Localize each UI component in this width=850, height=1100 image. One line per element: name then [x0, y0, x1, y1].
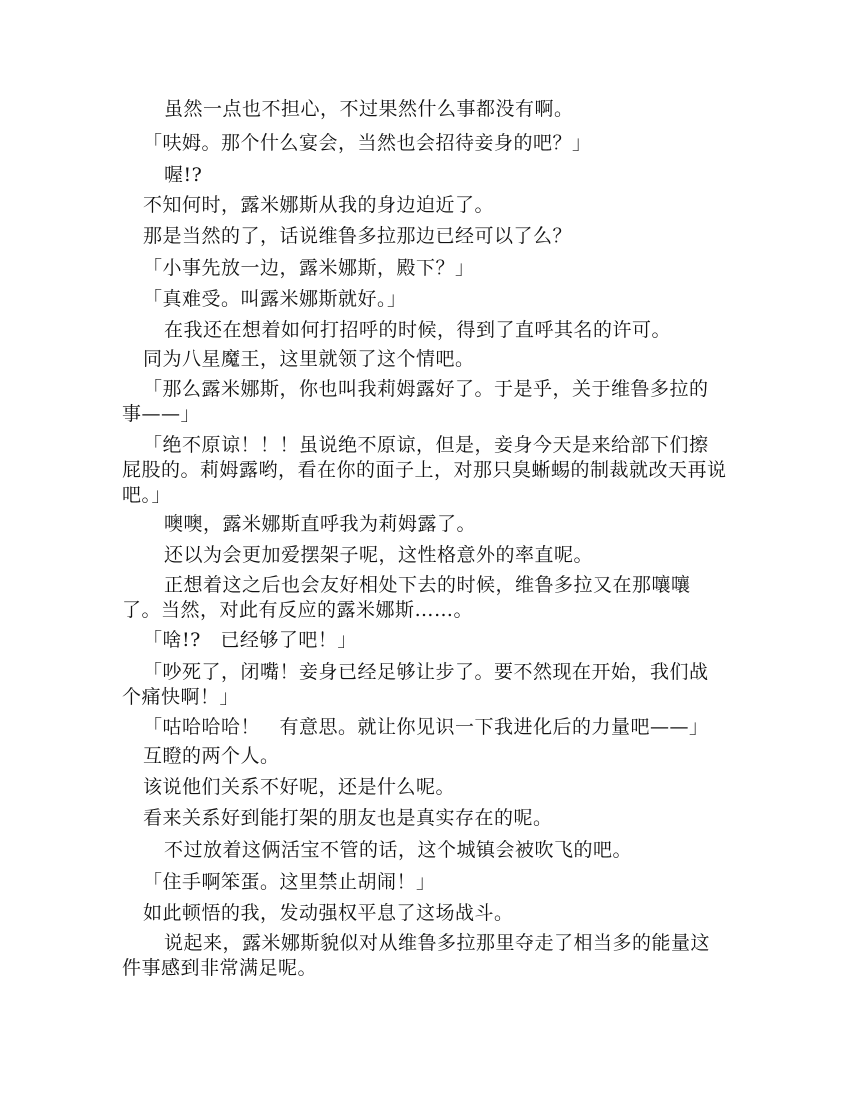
text-line: 「真难受。叫露米娜斯就好。」: [143, 288, 407, 310]
text-line: 屁股的。莉姆露哟，看在你的面子上，对那只臭蜥蜴的制裁就改天再说: [122, 459, 727, 481]
text-line: 那是当然的了，话说维鲁多拉那边已经可以了么？: [143, 225, 573, 247]
text-line: 该说他们关系不好呢，还是什么呢。: [143, 776, 456, 798]
text-line: 还以为会更加爱摆架子呢，这性格意外的率直呢。: [164, 544, 594, 566]
text-line: 同为八星魔王，这里就领了这个情吧。: [143, 348, 475, 370]
text-line: 「咕哈哈哈！ 有意思。就让你见识一下我进化后的力量吧——」: [143, 716, 709, 738]
text-line: 事——」: [122, 403, 201, 425]
text-line: 了。当然，对此有反应的露米娜斯……。: [122, 599, 474, 621]
text-line: 「绝不原谅！！！虽说绝不原谅，但是，妾身今天是来给部下们擦: [143, 434, 709, 456]
text-line: 「啥!? 已经够了吧！」: [143, 629, 357, 651]
text-line: 「呋姆。那个什么宴会，当然也会招待妾身的吧？」: [143, 132, 592, 154]
text-line: 不知何时，露米娜斯从我的身边迫近了。: [143, 194, 495, 216]
text-line: 吧。」: [122, 484, 172, 506]
text-line: 件事感到非常满足呢。: [122, 957, 318, 979]
text-line: 互瞪的两个人。: [143, 745, 280, 767]
text-line: 不过放着这俩活宝不管的话，这个城镇会被吹飞的吧。: [164, 839, 633, 861]
text-line: 喔!?: [164, 164, 203, 186]
text-line: 「住手啊笨蛋。这里禁止胡闹！」: [143, 871, 436, 893]
text-line: 噢噢，露米娜斯直呼我为莉姆露了。: [164, 513, 477, 535]
text-line: 个痛快啊！」: [122, 686, 240, 708]
text-line: 看来关系好到能打架的朋友也是真实存在的呢。: [143, 807, 553, 829]
text-line: 说起来，露米娜斯貌似对从维鲁多拉那里夺走了相当多的能量这: [164, 932, 711, 954]
text-line: 「那么露米娜斯，你也叫我莉姆露好了。于是乎，关于维鲁多拉的: [143, 378, 709, 400]
text-line: 在我还在想着如何打招呼的时候，得到了直呼其名的许可。: [164, 319, 672, 341]
text-line: 虽然一点也不担心，不过果然什么事都没有啊。: [164, 98, 574, 120]
text-line: 「小事先放一边，露米娜斯，殿下？」: [143, 257, 475, 279]
text-line: 如此顿悟的我，发动强权平息了这场战斗。: [143, 902, 514, 924]
text-line: 「吵死了，闭嘴！妾身已经足够让步了。要不然现在开始，我们战: [143, 661, 709, 683]
text-line: 正想着这之后也会友好相处下去的时候，维鲁多拉又在那嚷嚷: [164, 574, 691, 596]
